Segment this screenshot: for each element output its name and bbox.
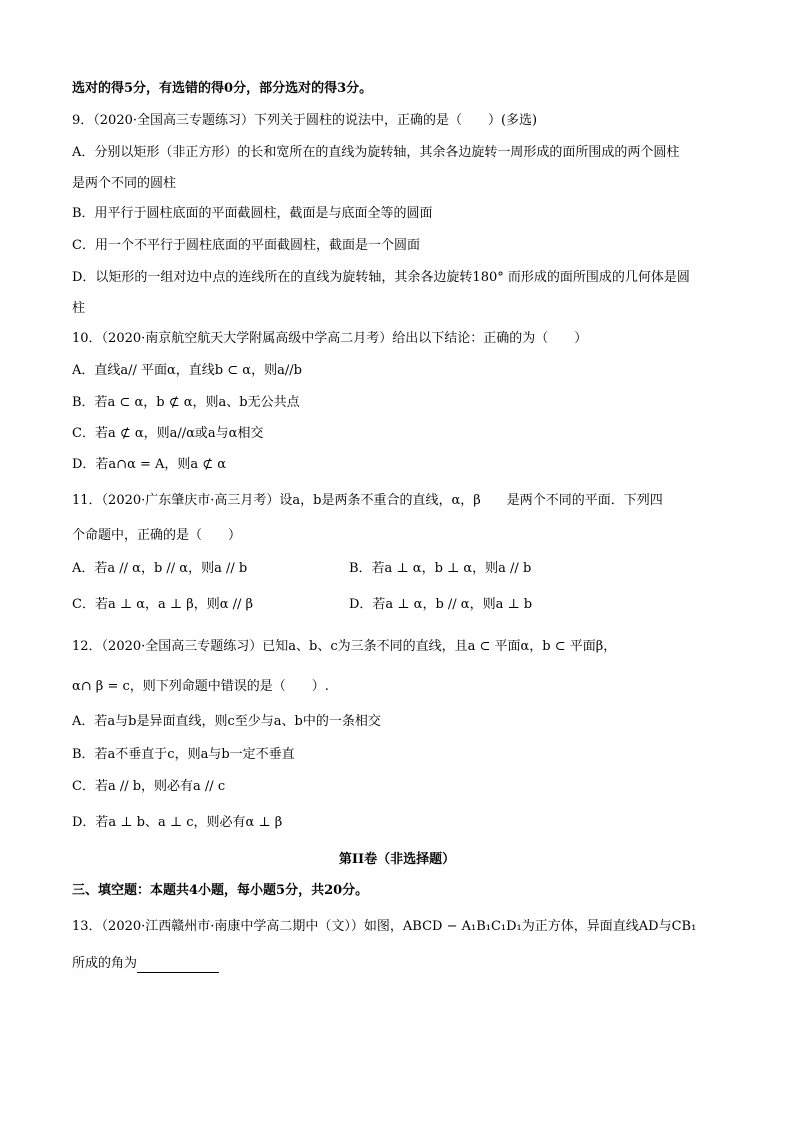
q10-option-a: A．直线a// 平面α，直线b ⊂ α，则a//b <box>72 363 302 378</box>
q12-option-b: B．若a不垂直于c，则a与b一定不垂直 <box>72 747 295 762</box>
q12-stem-line1: 12．（2020·全国高三专题练习）已知a、b、c为三条不同的直线，且a ⊂ 平面α，b ⊂ 平面β， <box>72 639 617 654</box>
q10-stem: 10．（2020·南京航空航天大学附属高级中学高二月考）给出以下结论：正确的为（ ） <box>72 331 588 346</box>
q9-stem: 9．（2020·全国高三专题练习）下列关于圆柱的说法中，正确的是（ ）(多选) <box>72 113 538 128</box>
q10-option-d: D．若a∩α = A，则a ⊄ α <box>72 457 227 472</box>
q13-line2 <box>72 955 219 973</box>
q13-line1: 13．（2020·江西赣州市·南康中学高二期中（文））如图，ABCD − A₁B₁C₁D₁为正方体，异面直线AD与CB₁ <box>72 919 697 934</box>
q9-option-d-line2: 柱 <box>72 301 86 316</box>
q13-line2-text: 所成的角为 <box>72 956 138 971</box>
scoring-note: 选对的得5分，有选错的得0分，部分选对的得3分。 <box>72 81 373 96</box>
q11-option-c: C．若a ⊥ α，a ⊥ β，则α // β <box>72 597 254 612</box>
q9-option-c: C．用一个不平行于圆柱底面的平面截圆柱，截面是一个圆面 <box>72 238 420 253</box>
q12-option-d: D．若a ⊥ b、a ⊥ c，则必有α ⊥ β <box>72 815 283 830</box>
q10-option-c: C．若a ⊄ α，则a//α或a与α相交 <box>72 426 264 441</box>
answer-blank[interactable] <box>137 958 219 973</box>
q11-option-b: B．若a ⊥ α，b ⊥ α，则a // b <box>349 561 532 576</box>
q10-option-b: B．若a ⊂ α，b ⊄ α，则a、b无公共点 <box>72 395 300 410</box>
q12-option-a: A．若a与b是异面直线，则c至少与a、b中的一条相交 <box>72 714 381 729</box>
q11-option-d: D．若a ⊥ α，b // α，则a ⊥ b <box>349 597 533 612</box>
q9-option-b: B．用平行于圆柱底面的平面截圆柱，截面是与底面全等的圆面 <box>72 206 433 221</box>
q12-stem-line2: α∩ β = c，则下列命题中错误的是（ ）. <box>72 679 329 694</box>
q9-option-d-line1: D．以矩形的一组对边中点的连线所在的直线为旋转轴，其余各边旋转180° 而形成的面所围成的几何体是圆 <box>72 270 690 285</box>
q11-stem-line2: 个命题中，正确的是（ ） <box>72 528 242 543</box>
q11-option-a: A．若a // α，b // α，则a // b <box>72 561 248 576</box>
q12-option-c: C．若a // b，则必有a // c <box>72 779 226 794</box>
section-title: 第II卷（非选择题） <box>338 852 456 867</box>
q9-option-a-line1: A．分别以矩形（非正方形）的长和宽所在的直线为旋转轴，其余各边旋转一周形成的面所围成的两个圆柱 <box>72 145 680 160</box>
section-3-heading: 三、填空题：本题共4小题，每小题5分，共20分。 <box>72 883 369 898</box>
q9-option-a-line2: 是两个不同的圆柱 <box>72 176 177 191</box>
q11-stem-line1: 11．（2020·广东肇庆市·高三月考）设a，b是两条不重合的直线，α，β 是两个不同的平面．下列四 <box>72 493 663 508</box>
